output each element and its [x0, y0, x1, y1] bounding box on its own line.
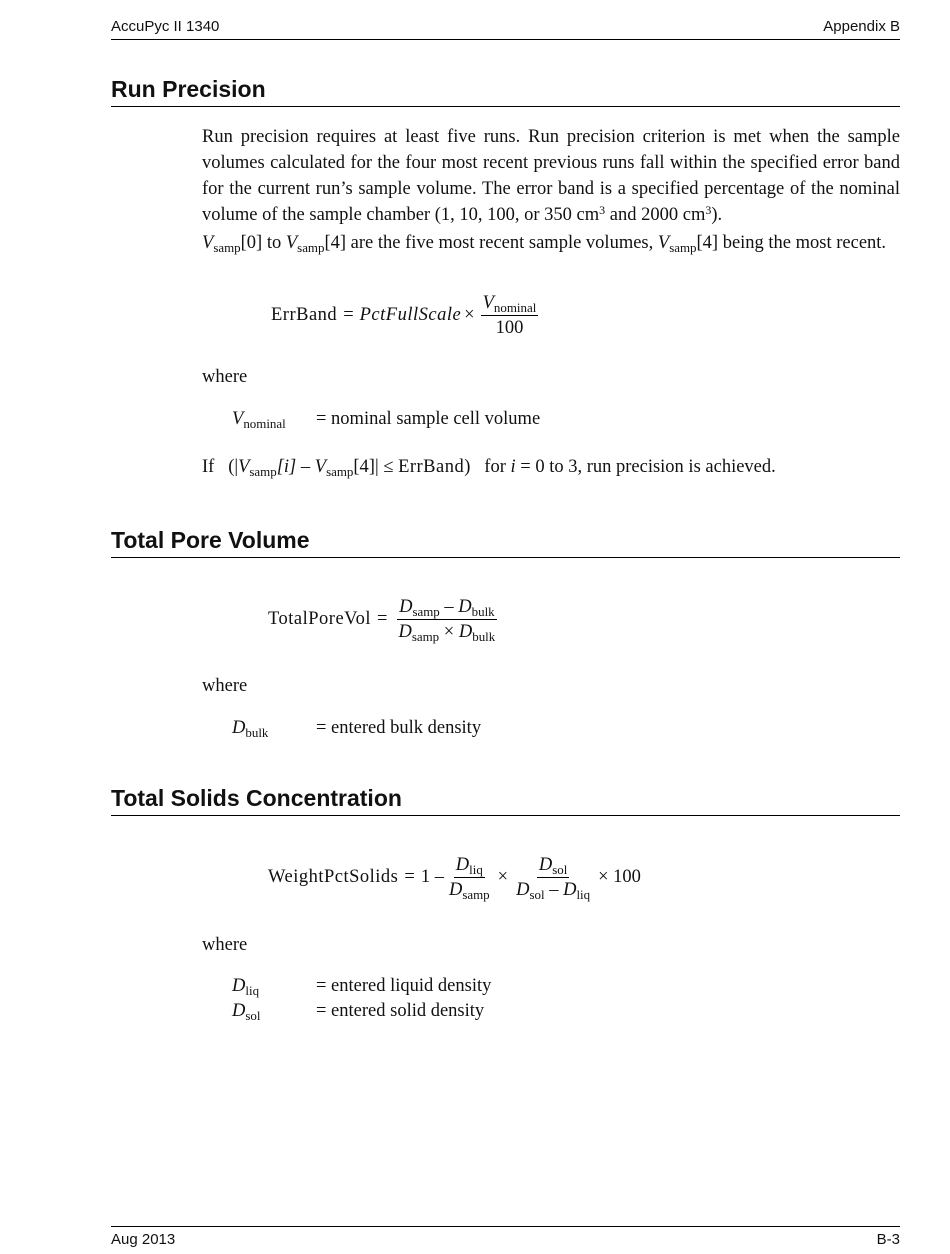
section-title-total-pore-volume: Total Pore Volume [111, 527, 900, 558]
weight-pct-solids-equation: WeightPctSolids = 1 – $\frac{D_{liq}}{D_{samp}}$ × $\frac{D_{sol}}{D_{sol} - D_{liq}}$ × 100 [268, 855, 641, 902]
header-title: AccuPyc II 1340 [111, 18, 220, 35]
page-header [111, 18, 900, 40]
def-d-sol-symbol: $D_{sol}$ [232, 1001, 261, 1023]
def-d-sol-text: = entered solid density [316, 1001, 485, 1021]
def-d-liq-text: = entered liquid density [316, 976, 492, 996]
def-v-nominal-text: = nominal sample cell volume [316, 409, 541, 429]
section-title-total-solids: Total Solids Concentration [111, 785, 900, 816]
errband-equation: ErrBand = PctFullScale × $\frac{V_{nominal}}{100}$ [271, 293, 537, 338]
where-label-3: where [202, 935, 248, 955]
total-pore-volume-equation: TotalPoreVol = $\frac{D_{samp} - D_{bulk}}{D_{samp} \times D_{bulk}}$ [268, 597, 496, 644]
page-footer [111, 1226, 900, 1248]
footer-date: Aug 2013 [111, 1231, 176, 1248]
sample-volumes-sentence: $V_{samp}[0]$ to $V_{samp}[4]$ are the five most recent sample volumes, $V_{samp}[4]$ being the most recent. [202, 233, 887, 255]
def-v-nominal-symbol: $V_{nominal}$ [232, 409, 286, 431]
footer-page-number: B-3 [876, 1231, 900, 1248]
def-d-bulk-text: = entered bulk density [316, 718, 482, 738]
def-d-liq-symbol: $D_{liq}$ [232, 976, 260, 998]
def-d-bulk-symbol: $D_{bulk}$ [232, 718, 269, 740]
where-label-2: where [202, 676, 248, 696]
run-precision-paragraph: Run precision requires at least five runs. Run precision criterion is met when the sample volumes calculated for the four most recent previous runs fall within the specified error band for the current run’s sample volume. The error band is a specified percentage of the nominal volume of the sample chamber (1, 10, 100, or 350 $cm^3$ and 2000 $cm^3$). [202, 127, 900, 225]
where-label-1: where [202, 367, 248, 387]
section-title-run-precision: Run Precision [111, 76, 900, 107]
header-appendix: Appendix B [823, 18, 900, 35]
run-precision-condition: If ($|V_{samp}[i] - V_{samp}[4]|$ ≤ ErrBand) for i = 0 to 3, run precision is achieved. [202, 457, 776, 479]
